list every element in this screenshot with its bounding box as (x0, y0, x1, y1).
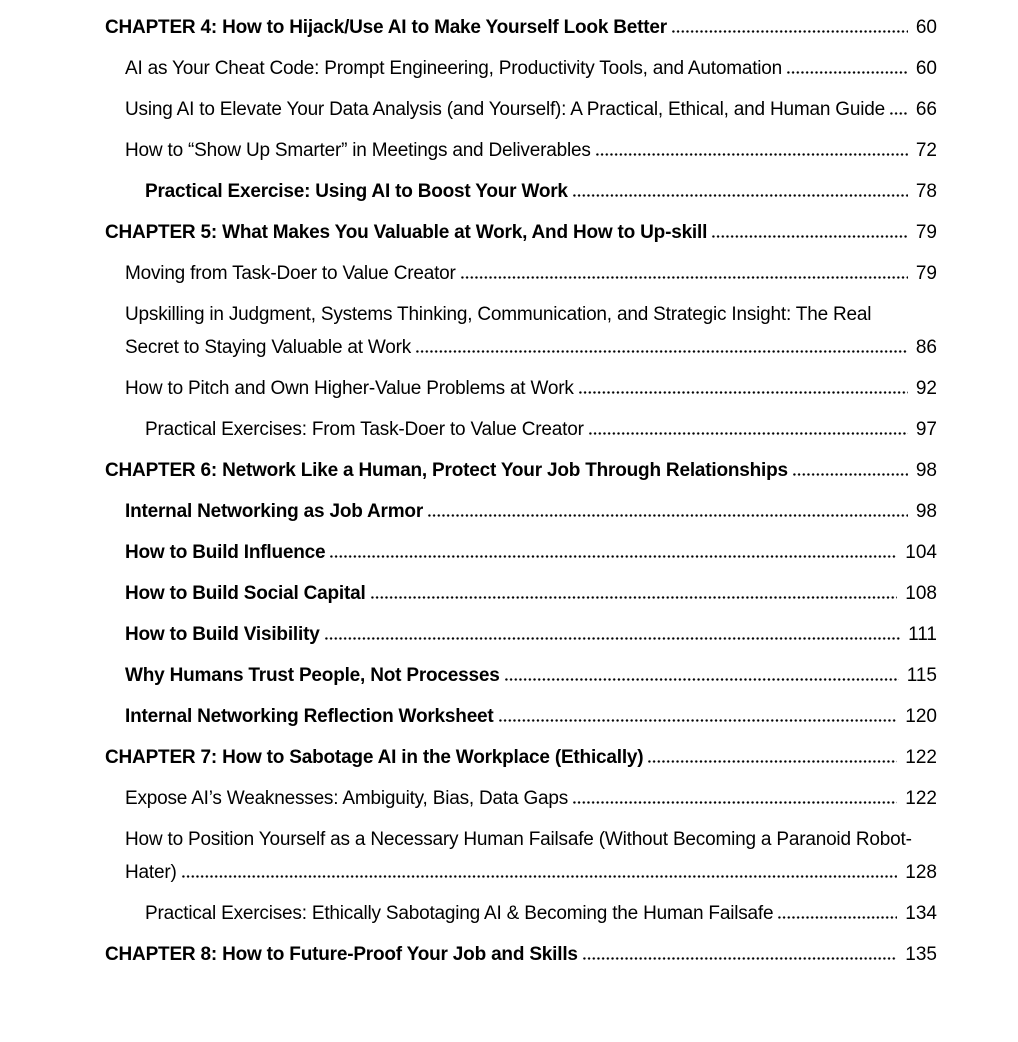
toc-entry[interactable] (125, 536, 937, 569)
toc-entry[interactable] (105, 11, 937, 44)
toc-entry[interactable] (125, 495, 937, 528)
toc-page-number: 135 (901, 938, 937, 971)
dot-leader (182, 875, 898, 878)
toc-entry-title: How to Pitch and Own Higher-Value Problems at Work (125, 378, 574, 399)
toc-page-number: 60 (912, 52, 937, 85)
dot-leader (505, 678, 899, 681)
dot-leader (890, 112, 908, 115)
toc-page-number: 92 (912, 372, 937, 405)
dot-leader (672, 30, 908, 33)
toc-page-number: 115 (903, 659, 937, 692)
toc-entry-title: Moving from Task-Doer to Value Creator (125, 263, 456, 284)
dot-leader (648, 760, 897, 763)
toc-entry[interactable] (145, 897, 937, 930)
toc-entry[interactable] (125, 782, 937, 815)
toc-page-number: 79 (912, 216, 937, 249)
dot-leader (325, 637, 901, 640)
toc-page-number: 78 (912, 175, 937, 208)
toc-page-number: 108 (901, 577, 937, 610)
dot-leader (589, 432, 908, 435)
toc-entry-title: How to Position Yourself as a Necessary Human Failsafe (Without Becoming a Paranoid Robot-Hater) (125, 829, 912, 883)
toc-entry-title: Practical Exercise: Using AI to Boost Your Work (145, 181, 568, 202)
toc-entry-title: CHAPTER 7: How to Sabotage AI in the Workplace (Ethically) (105, 747, 644, 768)
toc-entry-title: Using AI to Elevate Your Data Analysis (and Yourself): A Practical, Ethical, and Human Guide (125, 99, 885, 120)
toc-entry-title: Internal Networking Reflection Worksheet (125, 706, 494, 727)
dot-leader (499, 719, 898, 722)
dot-leader (712, 235, 908, 238)
toc-entry-title: Why Humans Trust People, Not Processes (125, 665, 500, 686)
toc-entry-title: Internal Networking as Job Armor (125, 501, 424, 522)
toc-entry-title: Upskilling in Judgment, Systems Thinking, Communication, and Strategic Insight: The Real Secret to Staying Valuable at Work (125, 304, 872, 358)
toc-page-number: 98 (912, 495, 937, 528)
toc-page-number: 66 (912, 93, 937, 126)
toc-entry[interactable] (125, 823, 937, 889)
toc-page-number: 97 (912, 413, 937, 446)
toc-page-number: 122 (901, 782, 937, 815)
toc-entry[interactable] (105, 216, 937, 249)
toc-entry-title: CHAPTER 5: What Makes You Valuable at Work, And How to Up-skill (105, 222, 708, 243)
toc-entry-title: Expose AI’s Weaknesses: Ambiguity, Bias, Data Gaps (125, 788, 569, 809)
toc-entry[interactable] (105, 741, 937, 774)
toc-page-number: 98 (912, 454, 937, 487)
toc-page-number: 104 (901, 536, 937, 569)
toc-entry-title: How to Build Social Capital (125, 583, 366, 604)
dot-leader (428, 514, 908, 517)
dot-leader (371, 596, 898, 599)
dot-leader (778, 916, 897, 919)
toc-entry[interactable] (125, 618, 937, 651)
toc-page-number: 122 (901, 741, 937, 774)
toc-entry-title: How to Build Visibility (125, 624, 320, 645)
dot-leader (416, 350, 908, 353)
dot-leader (573, 801, 897, 804)
dot-leader (583, 957, 898, 960)
toc-page-number: 72 (912, 134, 937, 167)
toc-entry-title: How to Build Influence (125, 542, 326, 563)
dot-leader (596, 153, 908, 156)
toc-entry[interactable] (125, 134, 937, 167)
toc-entry[interactable] (145, 175, 937, 208)
toc-entry[interactable] (125, 372, 937, 405)
dot-leader (330, 555, 897, 558)
toc-entry[interactable] (125, 52, 937, 85)
toc-entry-title: CHAPTER 4: How to Hijack/Use AI to Make Yourself Look Better (105, 17, 667, 38)
dot-leader (579, 391, 908, 394)
toc-page-number: 79 (912, 257, 937, 290)
toc-page-number: 111 (904, 618, 937, 651)
toc-page-number: 128 (901, 856, 937, 889)
table-of-contents (105, 11, 937, 971)
toc-entry[interactable] (145, 413, 937, 446)
toc-entry-title: AI as Your Cheat Code: Prompt Engineering, Productivity Tools, and Automation (125, 58, 783, 79)
toc-page-number: 134 (901, 897, 937, 930)
dot-leader (793, 473, 908, 476)
toc-page-number: 60 (912, 11, 937, 44)
toc-entry[interactable] (125, 577, 937, 610)
toc-entry[interactable] (125, 700, 937, 733)
toc-entry[interactable] (105, 938, 937, 971)
toc-entry-title: CHAPTER 8: How to Future-Proof Your Job and Skills (105, 944, 578, 965)
toc-entry[interactable] (125, 298, 937, 364)
toc-entry[interactable] (125, 659, 937, 692)
toc-entry[interactable] (125, 93, 937, 126)
toc-page-number: 120 (901, 700, 937, 733)
toc-entry-title: Practical Exercises: From Task-Doer to Value Creator (145, 419, 584, 440)
toc-entry[interactable] (105, 454, 937, 487)
toc-page-number: 86 (912, 331, 937, 364)
dot-leader (787, 71, 908, 74)
dot-leader (461, 276, 908, 279)
toc-entry-title: CHAPTER 6: Network Like a Human, Protect Your Job Through Relationships (105, 460, 788, 481)
dot-leader (573, 194, 908, 197)
toc-entry-title: Practical Exercises: Ethically Sabotaging AI & Becoming the Human Failsafe (145, 903, 774, 924)
toc-entry[interactable] (125, 257, 937, 290)
toc-entry-title: How to “Show Up Smarter” in Meetings and Deliverables (125, 140, 591, 161)
